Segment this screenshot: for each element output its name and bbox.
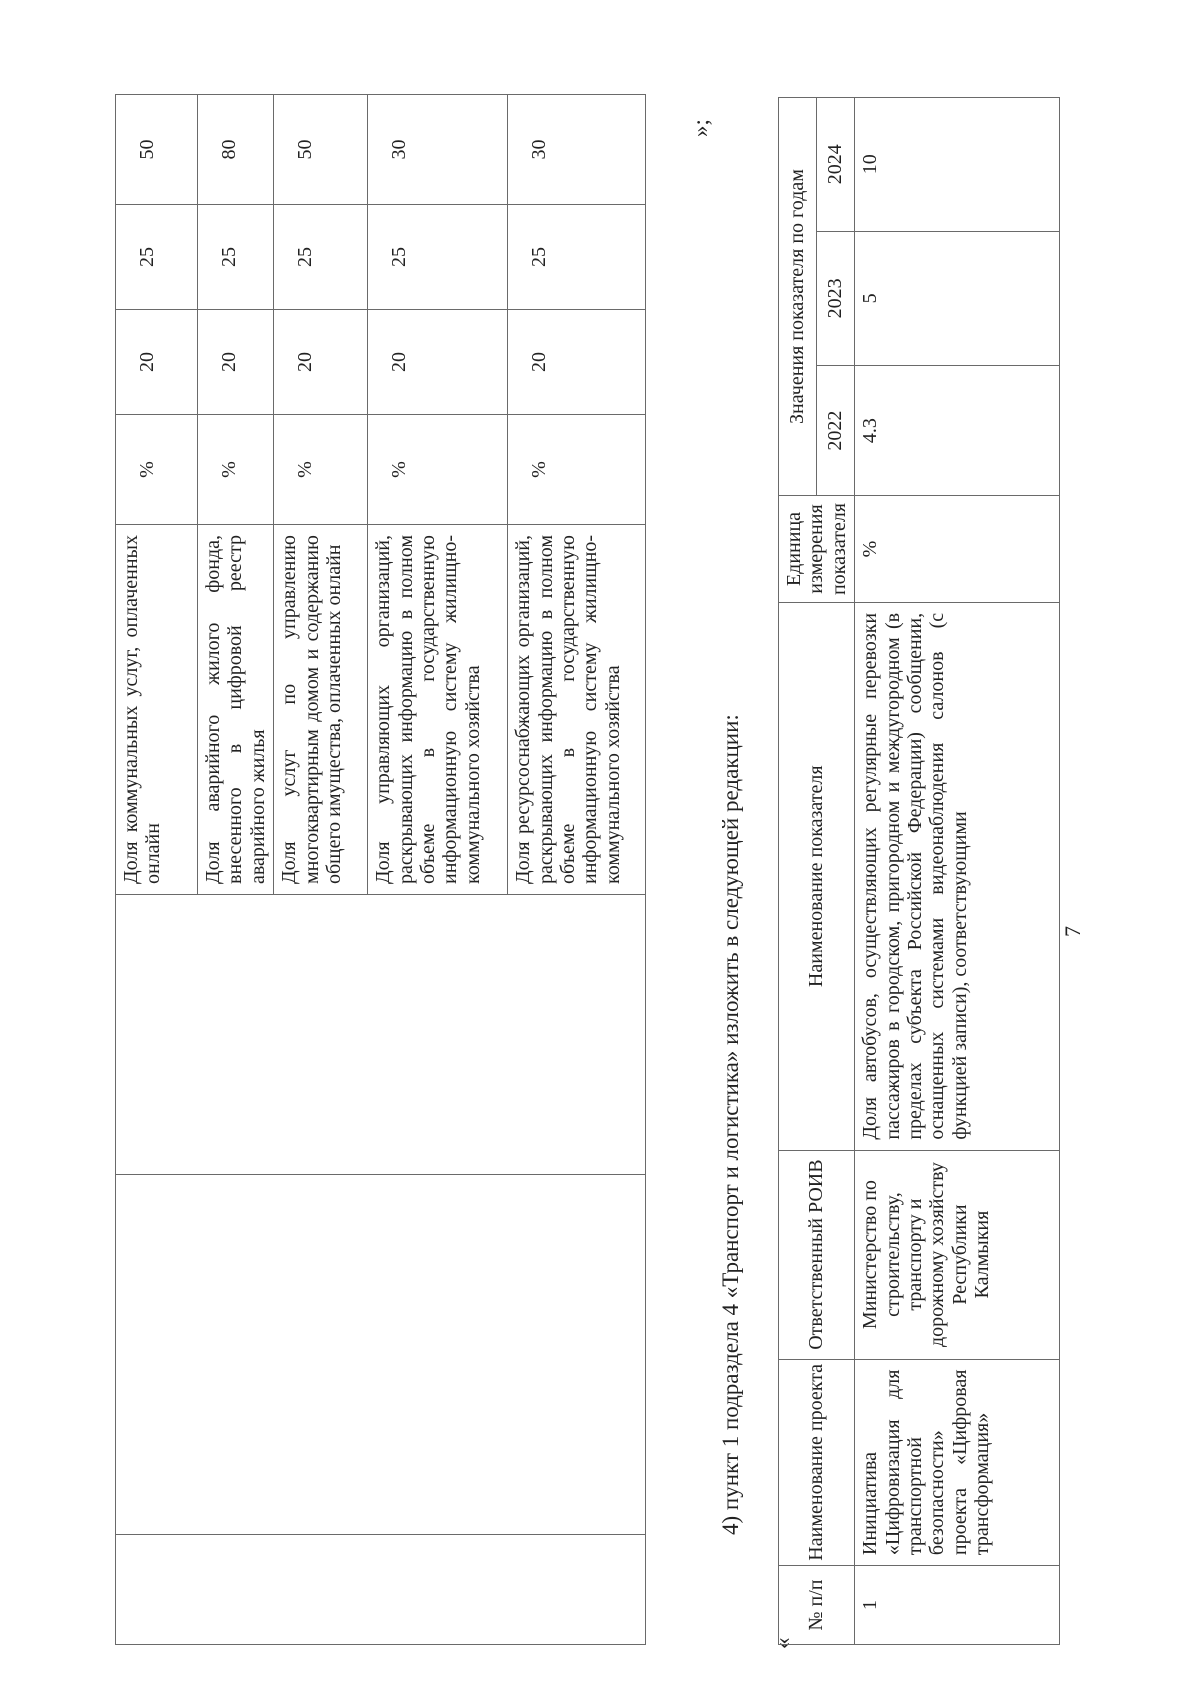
value-2022: 20 [368,310,508,415]
indicator-name: Доля аварийного жилого фонда, внесенного в цифровой реестр аварийного жилья [198,525,274,895]
header-project: Наименование проекта [779,1359,855,1566]
header-row [779,98,817,1645]
header-indicator: Наименование показателя [779,602,855,1150]
header-2023: 2023 [817,231,855,366]
unit-cell: % [116,415,198,525]
unit-cell: % [368,415,508,525]
header-2022: 2022 [817,366,855,496]
indicator-name: Доля услуг по управлению многоквартирным домом и содержанию общего имущества, оплаченных онлайн [274,525,368,895]
value-2022: 20 [116,310,198,415]
indicator-name: Доля коммунальных услуг, оплаченных онлайн [116,525,198,895]
unit-cell: % [508,415,646,525]
value-2024: 30 [368,95,508,205]
value-2023: 25 [274,205,368,310]
empty-cell [116,1535,646,1645]
header-2024: 2024 [817,98,855,232]
indicator-name: Доля управляющих организаций, раскрывающих информацию в полном объеме в государственную информационную систему жилищно-коммунального хозяйства [368,525,508,895]
value-2023: 25 [198,205,274,310]
header-unit: Единица измерения показателя [779,496,855,603]
value-2023: 25 [368,205,508,310]
value-2024: 50 [116,95,198,205]
table-row [116,95,198,1645]
header-values: Значения показателя по годам [779,98,817,496]
unit-cell: % [198,415,274,525]
value-2022: 20 [198,310,274,415]
page-number: 7 [1060,926,1085,937]
opening-quote: « [770,1637,795,1649]
value-2022: 20 [508,310,646,415]
value-2023: 25 [116,205,198,310]
empty-cell [116,895,646,1175]
transport-indicators-table [778,97,1060,1645]
value-2022: 4.3 [855,366,1060,496]
project-name: Инициатива «Цифровизация для транспортной безопасности» проекта «Цифровая трансформация» [855,1359,1060,1566]
value-2024: 10 [855,98,1060,232]
indicator-name: Доля автобусов, осуществляющих регулярные перевозки пассажиров в городском, пригородном и междугородном (в пределах субъекта Российской Федерации) сообщении, оснащенных системами видеонаблюдения салонов (с функцией записи), соответствующими [855,602,1060,1150]
value-2023: 5 [855,231,1060,366]
unit-cell: % [274,415,368,525]
value-2024: 30 [508,95,646,205]
unit-cell: % [855,496,1060,603]
value-2022: 20 [274,310,368,415]
responsible-roiv: Министерство по строительству, транспорту и дорожному хозяйству Республики Калмыкия [855,1150,1060,1359]
value-2023: 25 [508,205,646,310]
closing-quote: »; [688,119,713,137]
table-row [855,98,1060,1645]
header-roiv: Ответственный РОИВ [779,1150,855,1359]
header-num: № п/п [779,1566,855,1645]
row-number: 1 [855,1566,1060,1645]
indicator-name: Доля ресурсоснабжающих организаций, раскрывающих информацию в полном объеме в государственную информационную систему жилищно-коммунального хозяйства [508,525,646,895]
indicators-table-continued [115,94,646,1645]
value-2024: 50 [274,95,368,205]
empty-cell [116,1175,646,1535]
amendment-paragraph: 4) пункт 1 подраздела 4 «Транспорт и логистика» изложить в следующей редакции: [718,714,743,1535]
value-2024: 80 [198,95,274,205]
